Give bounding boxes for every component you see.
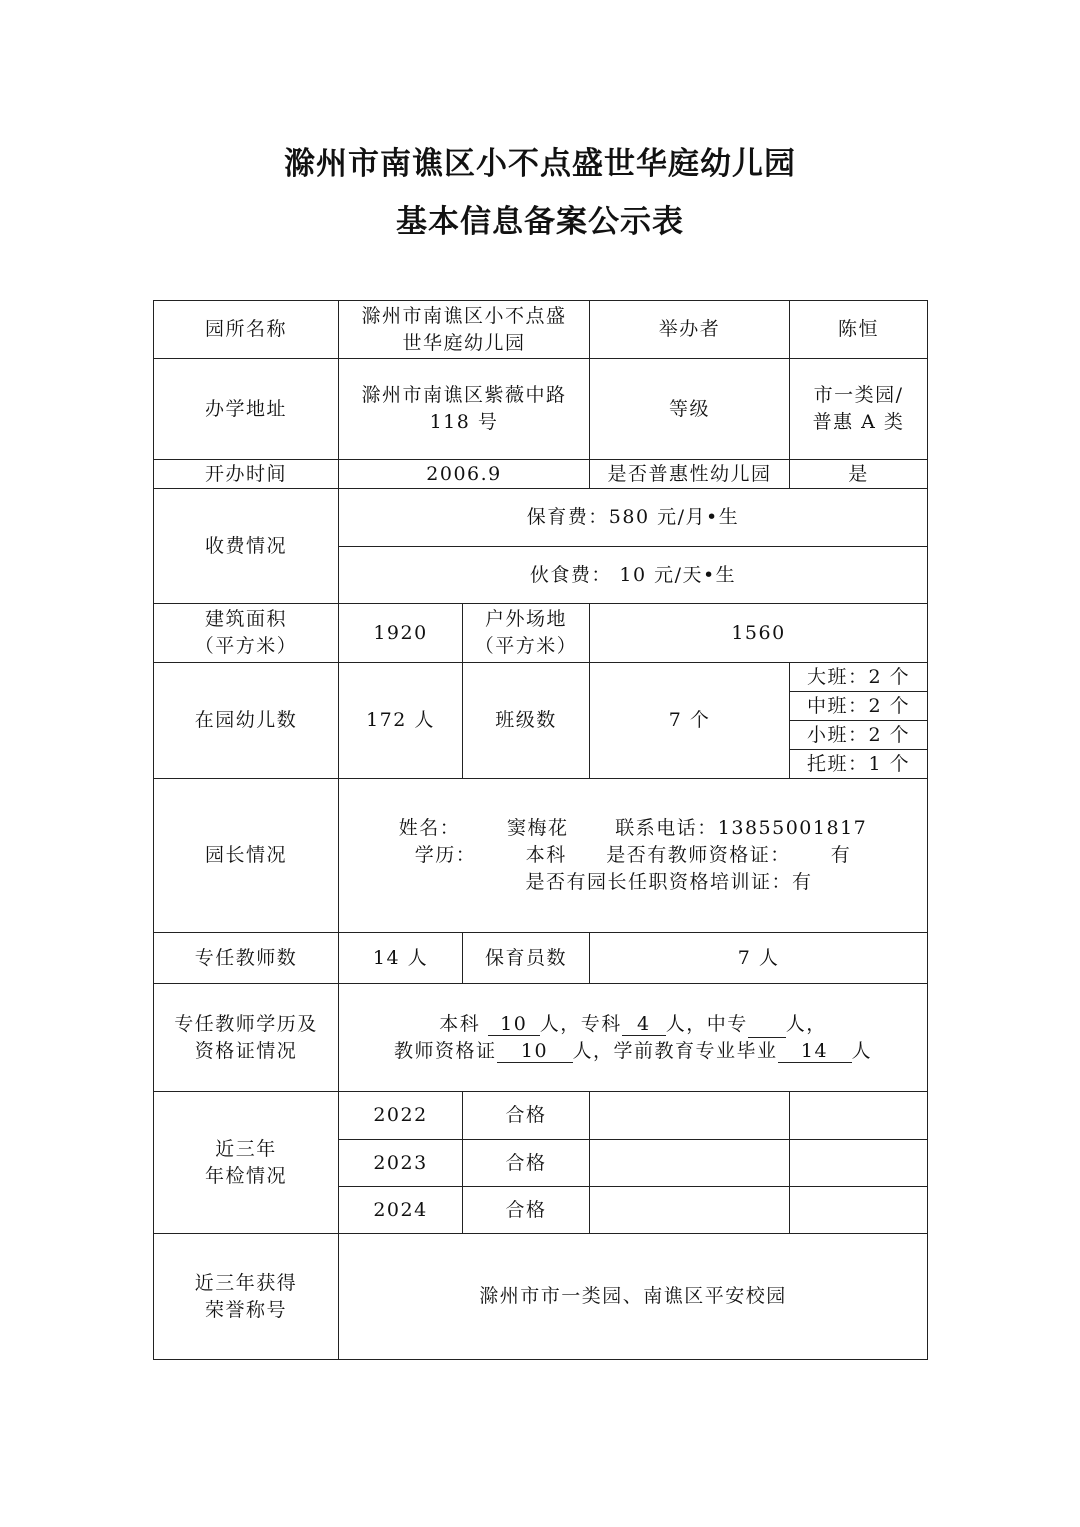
label-nurses: 保育员数 (463, 933, 590, 984)
value-level (790, 359, 928, 460)
qual-bachelor-value: 10 (488, 1013, 540, 1036)
value-level-line2: 普惠 A 类 (812, 411, 905, 433)
value-kindergarten-name (339, 301, 590, 359)
value-class-senior: 大班：2 个 (790, 663, 928, 692)
label-open-date: 开办时间 (154, 460, 339, 489)
principal-teacher-cert-label: 是否有教师资格证： (606, 844, 791, 866)
inspection-empty-cell (790, 1187, 928, 1234)
info-table (153, 300, 928, 1360)
row-inspection-2022 (154, 1092, 928, 1140)
qual-secondary-value (748, 1015, 786, 1038)
value-building-area: 1920 (339, 604, 463, 663)
row-address (154, 359, 928, 460)
label-honors-line2: 荣誉称号 (204, 1298, 287, 1321)
label-outdoor-area-line1: 户外场地 (485, 608, 568, 630)
qual-bachelor-label: 本科 (439, 1012, 481, 1035)
inspection-empty-cell (590, 1187, 790, 1234)
label-level: 等级 (590, 359, 790, 460)
value-address-line1: 滁州市南谯区紫薇中路 (361, 384, 567, 406)
qualifications-line1 (339, 1011, 927, 1038)
label-honors-line1: 近三年获得 (194, 1271, 298, 1294)
principal-line1 (339, 815, 927, 842)
value-children: 172 人 (339, 663, 463, 779)
value-class-middle: 中班：2 个 (790, 692, 928, 721)
label-outdoor-area-line2: （平方米） (474, 635, 578, 657)
qual-cert-label: 教师资格证 (393, 1039, 497, 1062)
inspection-empty-cell (790, 1140, 928, 1187)
principal-cert-value: 有 (792, 871, 813, 893)
label-classes: 班级数 (463, 663, 590, 779)
document-title-line1: 滁州市南谯区小不点盛世华庭幼儿园 (284, 146, 796, 182)
row-area (154, 604, 928, 663)
value-outdoor-area: 1560 (590, 604, 928, 663)
value-classes: 7 个 (590, 663, 790, 779)
row-staff (154, 933, 928, 984)
qual-cert-value: 10 (497, 1040, 573, 1063)
label-outdoor-area (463, 604, 590, 663)
value-nurses: 7 人 (590, 933, 928, 984)
qual-college-value: 4 (622, 1013, 666, 1036)
label-inspection (154, 1092, 339, 1234)
qualifications-line2 (339, 1038, 927, 1065)
value-organizer: 陈恒 (790, 301, 928, 359)
document-title-line2: 基本信息备案公示表 (396, 204, 684, 240)
inspection-empty-cell (790, 1092, 928, 1140)
label-qualifications-line1: 专任教师学历及 (174, 1012, 318, 1035)
qual-secondary-unit: 人， (785, 1012, 827, 1035)
label-fees: 收费情况 (154, 489, 339, 604)
value-kindergarten-name-line1: 滁州市南谯区小不点盛 (361, 304, 567, 327)
row-principal (154, 779, 928, 933)
label-building-area-line2: （平方米） (194, 635, 298, 657)
label-kindergarten-name: 园所名称 (154, 301, 339, 359)
principal-cert-label: 是否有园长任职资格培训证： (525, 871, 792, 893)
principal-edu-value: 本科 (525, 844, 567, 866)
value-open-date: 2006.9 (339, 460, 590, 489)
inspection-year: 2022 (339, 1092, 463, 1140)
label-principal: 园长情况 (154, 779, 339, 933)
principal-name-label: 姓名： (398, 817, 461, 839)
label-building-area-line1: 建筑面积 (204, 608, 287, 630)
label-teachers: 专任教师数 (154, 933, 339, 984)
value-level-line1: 市一类园/ (813, 384, 904, 406)
label-qualifications-line2: 资格证情况 (194, 1039, 298, 1062)
label-inclusive: 是否普惠性幼儿园 (590, 460, 790, 489)
principal-edu-label: 学历： (414, 844, 477, 866)
qual-college-unit: 人，中专 (665, 1012, 748, 1035)
label-inspection-line1: 近三年 (215, 1137, 277, 1160)
value-address (339, 359, 590, 460)
value-inclusive: 是 (790, 460, 928, 489)
label-organizer: 举办者 (590, 301, 790, 359)
value-principal (339, 779, 928, 933)
label-honors (154, 1234, 339, 1360)
inspection-empty-cell (590, 1092, 790, 1140)
row-children-1 (154, 663, 928, 692)
inspection-year: 2024 (339, 1187, 463, 1234)
row-care-fee (154, 489, 928, 547)
inspection-result: 合格 (463, 1140, 590, 1187)
label-address: 办学地址 (154, 359, 339, 460)
qual-preschool-value: 14 (778, 1040, 852, 1063)
principal-teacher-cert-value: 有 (830, 844, 852, 866)
qual-preschool-unit: 人 (851, 1039, 873, 1062)
inspection-result: 合格 (463, 1092, 590, 1140)
row-open-date (154, 460, 928, 489)
value-class-nursery: 托班：1 个 (790, 750, 928, 779)
row-kindergarten-name (154, 301, 928, 359)
value-qualifications (339, 984, 928, 1092)
value-address-line2: 118 号 (429, 411, 499, 433)
row-honors (154, 1234, 928, 1360)
inspection-empty-cell (590, 1140, 790, 1187)
qual-cert-unit: 人，学前教育专业毕业 (572, 1039, 778, 1062)
principal-phone-label: 联系电话： (615, 817, 718, 839)
qual-bachelor-unit: 人，专科 (539, 1012, 622, 1035)
value-class-junior: 小班：2 个 (790, 721, 928, 750)
principal-line3 (339, 869, 927, 896)
row-qualifications (154, 984, 928, 1092)
principal-phone-value: 13855001817 (717, 817, 868, 839)
principal-line2 (339, 842, 927, 869)
label-qualifications (154, 984, 339, 1092)
value-kindergarten-name-line2: 世华庭幼儿园 (402, 331, 526, 354)
value-teachers: 14 人 (339, 933, 463, 984)
principal-name-value: 窦梅花 (507, 817, 569, 839)
label-inspection-line2: 年检情况 (204, 1164, 287, 1187)
label-children: 在园幼儿数 (154, 663, 339, 779)
inspection-result: 合格 (463, 1187, 590, 1234)
label-building-area (154, 604, 339, 663)
value-honors: 滁州市市一类园、南谯区平安校园 (339, 1234, 928, 1360)
value-meal-fee: 伙食费： 10 元/天•生 (339, 547, 928, 604)
value-care-fee: 保育费：580 元/月•生 (339, 489, 928, 547)
inspection-year: 2023 (339, 1140, 463, 1187)
